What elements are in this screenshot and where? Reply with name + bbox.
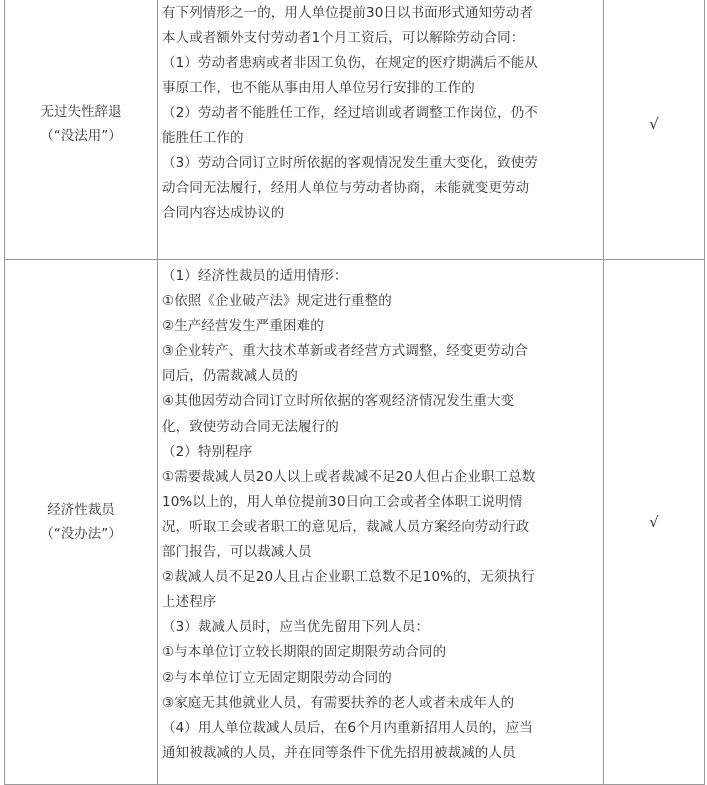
content-line: 本人或者额外支付劳动者1个月工资后，可以解除劳动合同： <box>162 30 525 46</box>
content-line: 动合同无法履行，经用人单位与劳动者协商，未能就变更劳动 <box>162 180 530 196</box>
content-line: （4）用人单位裁减人员后，在6个月内重新招用人员的，应当 <box>162 719 533 736</box>
content-line: ④其他因劳动合同订立时所依据的客观经济情况发生重大变 <box>162 393 515 410</box>
content-line: ②与本单位订立无固定期限劳动合同的 <box>162 669 392 686</box>
type-label-cell <box>5 0 158 260</box>
content-line: 上述程序 <box>162 594 217 611</box>
table-row <box>5 0 705 260</box>
content-line: （2）特别程序 <box>162 443 253 460</box>
content-line: 事原工作，也不能从事由用人单位另行安排的工作的 <box>162 80 475 96</box>
check-mark: √ <box>649 115 659 133</box>
content-line: 有下列情形之一的，用人单位提前30日以书面形式通知劳动者 <box>162 5 533 21</box>
content-line: 部门报告，可以裁减人员 <box>162 544 312 561</box>
content-cell <box>158 0 604 260</box>
content-line: ③企业转产、重大技术革新或者经营方式调整，经变更劳动合 <box>162 343 528 360</box>
content-line: ①与本单位订立较长期限的固定期限劳动合同的 <box>162 644 447 661</box>
content-line: ①依照《企业破产法》规定进行重整的 <box>162 293 392 310</box>
type-nickname: （“没办法”） <box>40 526 122 542</box>
content-line: 化，致使劳动合同无法履行的 <box>162 418 339 435</box>
content-line: 能胜任工作的 <box>162 130 244 146</box>
check-mark: √ <box>649 513 659 531</box>
type-nickname: （“没法用”） <box>40 128 122 144</box>
check-cell <box>604 260 705 785</box>
content-line: ①需要裁减人员20人以上或者裁减不足20人但占企业职工总数 <box>162 468 536 485</box>
check-cell <box>604 0 705 260</box>
table-row <box>5 260 705 785</box>
content-line: ②裁减人员不足20人且占企业职工总数不足10%的，无须执行 <box>162 569 535 586</box>
content-line: （3）劳动合同订立时所依据的客观情况发生重大变化，致使劳 <box>162 155 538 171</box>
type-label: 经济性裁员 <box>47 502 115 518</box>
content-line: 合同内容达成协议的 <box>162 205 285 221</box>
content-line: 况，听取工会或者职工的意见后，裁减人员方案经向劳动行政 <box>162 518 530 535</box>
content-line: 通知被裁减的人员，并在同等条件下优先招用被裁减的人员 <box>162 744 516 761</box>
type-label-cell <box>5 260 158 785</box>
content-line: （2）劳动者不能胜任工作，经过培训或者调整工作岗位，仍不 <box>162 105 538 121</box>
content-line: （3）裁减人员时，应当优先留用下列人员： <box>162 619 430 636</box>
type-label: 无过失性辞退 <box>40 104 122 120</box>
dismissal-type-table <box>4 0 705 785</box>
content-line: 10%以上的，用人单位提前30日向工会或者全体职工说明情 <box>162 493 523 510</box>
content-line: ②生产经营发生严重困难的 <box>162 318 324 335</box>
content-cell <box>158 260 604 785</box>
content-line: （1）劳动者患病或者非因工负伤，在规定的医疗期满后不能从 <box>162 55 538 71</box>
content-line: 同后，仍需裁减人员的 <box>162 368 298 385</box>
content-line: ③家庭无其他就业人员，有需要扶养的老人或者未成年人的 <box>162 694 515 711</box>
content-line: （1）经济性裁员的适用情形： <box>162 268 348 284</box>
